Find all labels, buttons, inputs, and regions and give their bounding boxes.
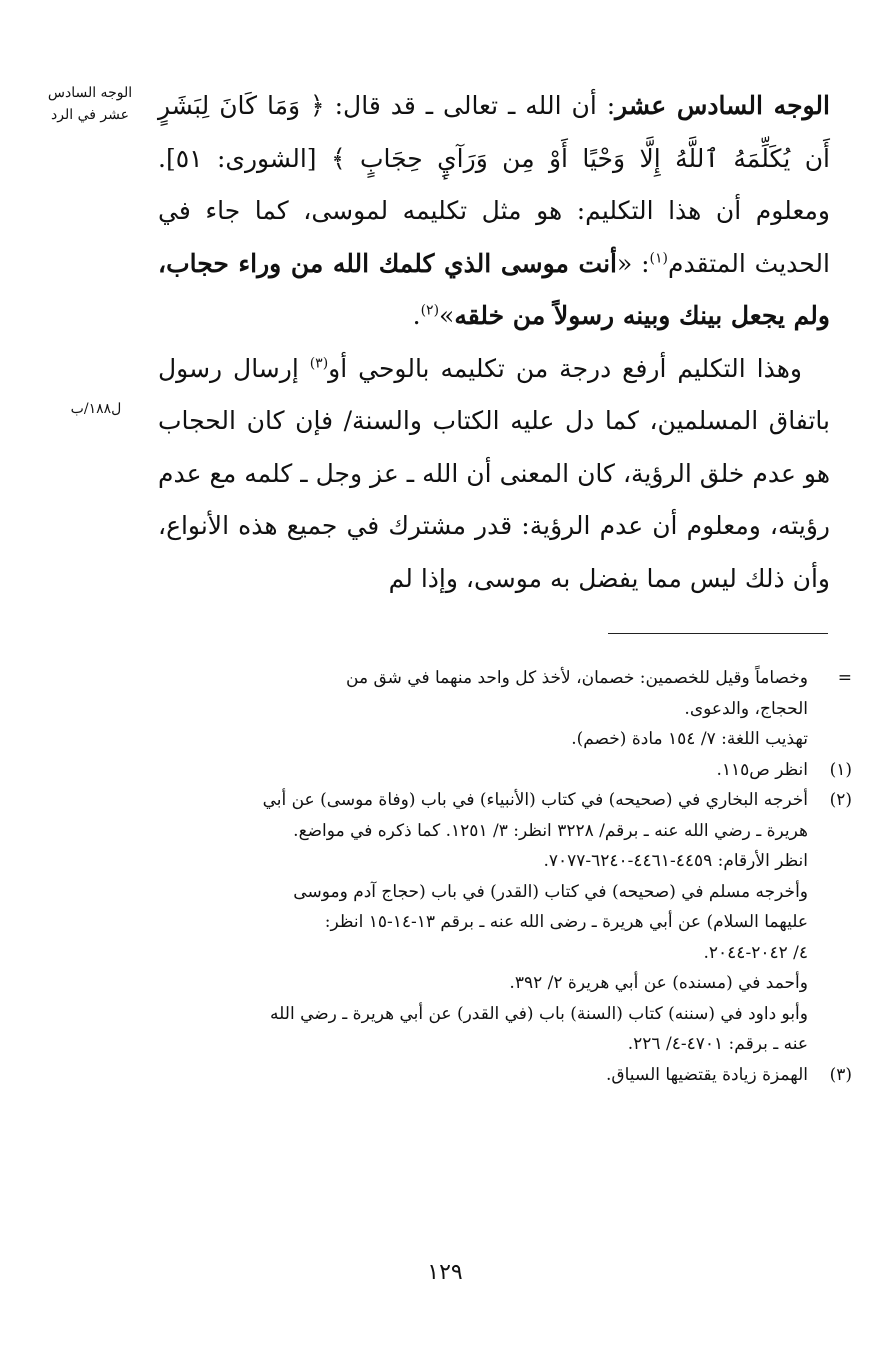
footnote-line: انظر ص١١٥.: [716, 759, 808, 780]
text-run: .: [412, 301, 421, 330]
margin-note-line: الوجه السادس: [47, 85, 133, 101]
margin-note-line: عشر في الرد: [51, 107, 129, 123]
text-run: ومعلوم أن هذا التكليم: هو مثل تكليمه لموسى، كما جاء في الحديث المتقدم: [158, 196, 830, 278]
footnote-number: (٣): [829, 1064, 852, 1085]
text-run: : أن الله ـ تعالى ـ قد قال: ﴿ وَمَا كَانَ لِبَشَرٍ أَن يُكَلِّمَهُ ٱللَّهُ إِلَّا وَحْيًا أَوْ مِن وَرَآيِٕ حِجَابٍ ﴾ [الشورى: ٥١].: [158, 91, 830, 173]
margin-note-folio: [56, 398, 136, 420]
margin-note-topic: [40, 82, 140, 126]
paragraph-1: [158, 80, 830, 343]
footnote-ref: (٣): [309, 355, 329, 372]
text-run: إرسال رسول باتفاق المسلمين، كما دل عليه الكتاب والسنة/ فإن كان الحجاب هو عدم خلق الرؤية، كان المعنى أن الله ـ عز وجل ـ كلمه مع عدم رؤيته، ومعلوم أن عدم الرؤية: قدر مشترك في جميع هذه الأنواع، وأن ذلك ليس مما يفضل به موسى، وإذا لم: [158, 353, 830, 593]
footnote: [158, 663, 858, 755]
footnote: [158, 755, 858, 786]
footnote: [158, 785, 858, 1060]
footnote-line: الهمزة زيادة يقتضيها السياق.: [606, 1064, 808, 1085]
footnote-line: عنه ـ برقم: ٤٧٠١-٤/ ٢٢٦.: [627, 1034, 808, 1054]
text-run: : «: [616, 248, 650, 278]
footnote: [158, 1060, 858, 1091]
footnote-line: عليهما السلام) عن أبي هريرة ـ رضى الله عنه ـ برقم ١٣-١٤-١٥ انظر:: [324, 912, 808, 932]
footnote-line: هريرة ـ رضي الله عنه ـ برقم/ ٣٢٢٨ انظر: ٣/ ١٢٥١. كما ذكره في مواضع.: [293, 820, 808, 841]
footnote-line: أخرجه البخاري في (صحيحه) في كتاب (الأنبياء) في باب (وفاة موسى) عن أبي: [262, 790, 808, 810]
hadith-quote: أنت موسى الذي كلمك الله من وراء حجاب، ولم يجعل بينك وبينه رسولاً من خلقه: [158, 248, 830, 330]
text-run: وهذا التكليم أرفع درجة من تكليمه بالوحي أو: [328, 353, 802, 383]
margin-note-line: ل١٨٨/ب: [70, 401, 122, 417]
footnote-number: (١): [829, 759, 852, 780]
main-text: [158, 80, 830, 605]
section-heading: الوجه السادس عشر: [615, 91, 830, 120]
footnote-line: وأحمد في (مسنده) عن أبي هريرة ٢/ ٣٩٢.: [509, 973, 808, 993]
footnote-number: (٢): [829, 790, 852, 810]
footnote-line: وخصاماً وقيل للخصمين: خصمان، لأخذ كل واحد منهما في شق من: [346, 668, 808, 688]
footnote-line: وأبو داود في (سننه) كتاب (السنة) باب (في القدر) عن أبي هريرة ـ رضي الله: [270, 1003, 808, 1024]
footnote-separator: [608, 633, 828, 634]
footnote-line: تهذيب اللغة: ٧/ ١٥٤ مادة (خصم).: [571, 729, 808, 749]
footnote-line: وأخرجه مسلم في (صحيحه) في كتاب (القدر) في باب (حجاج آدم وموسى: [293, 881, 808, 902]
page-number: ١٢٩: [427, 1260, 463, 1285]
paragraph-2: [158, 343, 830, 606]
footnote-number: =: [837, 668, 852, 688]
footnote-line: الحجاج، والدعوى.: [684, 698, 808, 719]
text-run: »: [439, 301, 455, 330]
footnotes: [158, 663, 858, 1090]
footnote-ref: (١): [649, 250, 669, 267]
footnote-line: انظر الأرقام: ٤٤٥٩-٤٤٦١-٦٢٤٠-٧٠٧٧.: [543, 851, 808, 871]
footnote-line: ٤/ ٢٠٤٢-٢٠٤٤.: [703, 942, 808, 963]
footnote-ref: (٢): [420, 302, 440, 319]
